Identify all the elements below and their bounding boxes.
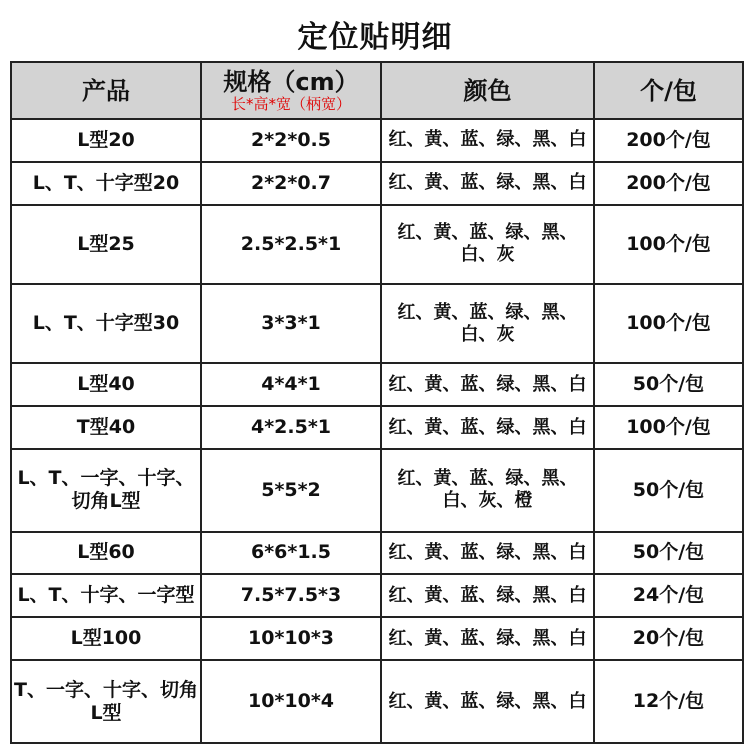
cell-color: 红、黄、蓝、绿、黑、白 <box>381 363 594 406</box>
table-row <box>11 162 743 205</box>
header-row <box>11 62 743 119</box>
cell-product: L型60 <box>11 532 201 575</box>
cell-qty: 50个/包 <box>594 532 743 575</box>
cell-spec: 10*10*4 <box>201 660 381 743</box>
cell-spec: 5*5*2 <box>201 449 381 532</box>
cell-spec: 2*2*0.5 <box>201 119 381 162</box>
cell-qty: 12个/包 <box>594 660 743 743</box>
cell-color: 红、黄、蓝、绿、黑、白 <box>381 162 594 205</box>
cell-spec: 2*2*0.7 <box>201 162 381 205</box>
cell-color: 红、黄、蓝、绿、黑、白 <box>381 617 594 660</box>
cell-product: L型40 <box>11 363 201 406</box>
cell-spec: 4*2.5*1 <box>201 406 381 449</box>
cell-color: 红、黄、蓝、绿、黑、白、灰 <box>381 284 594 363</box>
cell-spec: 6*6*1.5 <box>201 532 381 575</box>
cell-qty: 100个/包 <box>594 205 743 284</box>
cell-spec: 2.5*2.5*1 <box>201 205 381 284</box>
cell-spec: 10*10*3 <box>201 617 381 660</box>
table-row <box>11 363 743 406</box>
cell-product: L、T、十字型20 <box>11 162 201 205</box>
cell-qty: 200个/包 <box>594 119 743 162</box>
cell-qty: 50个/包 <box>594 363 743 406</box>
table-row <box>11 617 743 660</box>
header-spec <box>201 62 381 119</box>
cell-color: 红、黄、蓝、绿、黑、白、灰、橙 <box>381 449 594 532</box>
page-title: 定位贴明细 <box>297 20 453 55</box>
cell-color: 红、黄、蓝、绿、黑、白 <box>381 406 594 449</box>
cell-product: L、T、一字、十字、切角L型 <box>11 449 201 532</box>
cell-color: 红、黄、蓝、绿、黑、白 <box>381 660 594 743</box>
table-row <box>11 574 743 617</box>
table-row <box>11 284 743 363</box>
cell-color: 红、黄、蓝、绿、黑、白 <box>381 119 594 162</box>
cell-product: L型20 <box>11 119 201 162</box>
table-row <box>11 532 743 575</box>
cell-spec: 4*4*1 <box>201 363 381 406</box>
cell-product: T、一字、十字、切角L型 <box>11 660 201 743</box>
cell-color: 红、黄、蓝、绿、黑、白 <box>381 574 594 617</box>
table-row <box>11 660 743 743</box>
cell-product: L型25 <box>11 205 201 284</box>
cell-qty: 20个/包 <box>594 617 743 660</box>
cell-color: 红、黄、蓝、绿、黑、白 <box>381 532 594 575</box>
table-row <box>11 449 743 532</box>
header-spec-sub: 长*高*宽（柄宽） <box>230 95 351 113</box>
header-color: 颜色 <box>381 62 594 119</box>
table-row <box>11 205 743 284</box>
header-qty: 个/包 <box>594 62 743 119</box>
spec-table <box>10 61 744 744</box>
table-row <box>11 406 743 449</box>
table-row <box>11 119 743 162</box>
header-product: 产品 <box>11 62 201 119</box>
cell-qty: 200个/包 <box>594 162 743 205</box>
cell-product: L型100 <box>11 617 201 660</box>
cell-qty: 100个/包 <box>594 406 743 449</box>
cell-color: 红、黄、蓝、绿、黑、白、灰 <box>381 205 594 284</box>
cell-product: L、T、十字型30 <box>11 284 201 363</box>
cell-product: T型40 <box>11 406 201 449</box>
cell-qty: 24个/包 <box>594 574 743 617</box>
cell-qty: 50个/包 <box>594 449 743 532</box>
cell-product: L、T、十字、一字型 <box>11 574 201 617</box>
cell-spec: 7.5*7.5*3 <box>201 574 381 617</box>
header-spec-label: 规格（cm） <box>223 68 359 96</box>
cell-qty: 100个/包 <box>594 284 743 363</box>
cell-spec: 3*3*1 <box>201 284 381 363</box>
